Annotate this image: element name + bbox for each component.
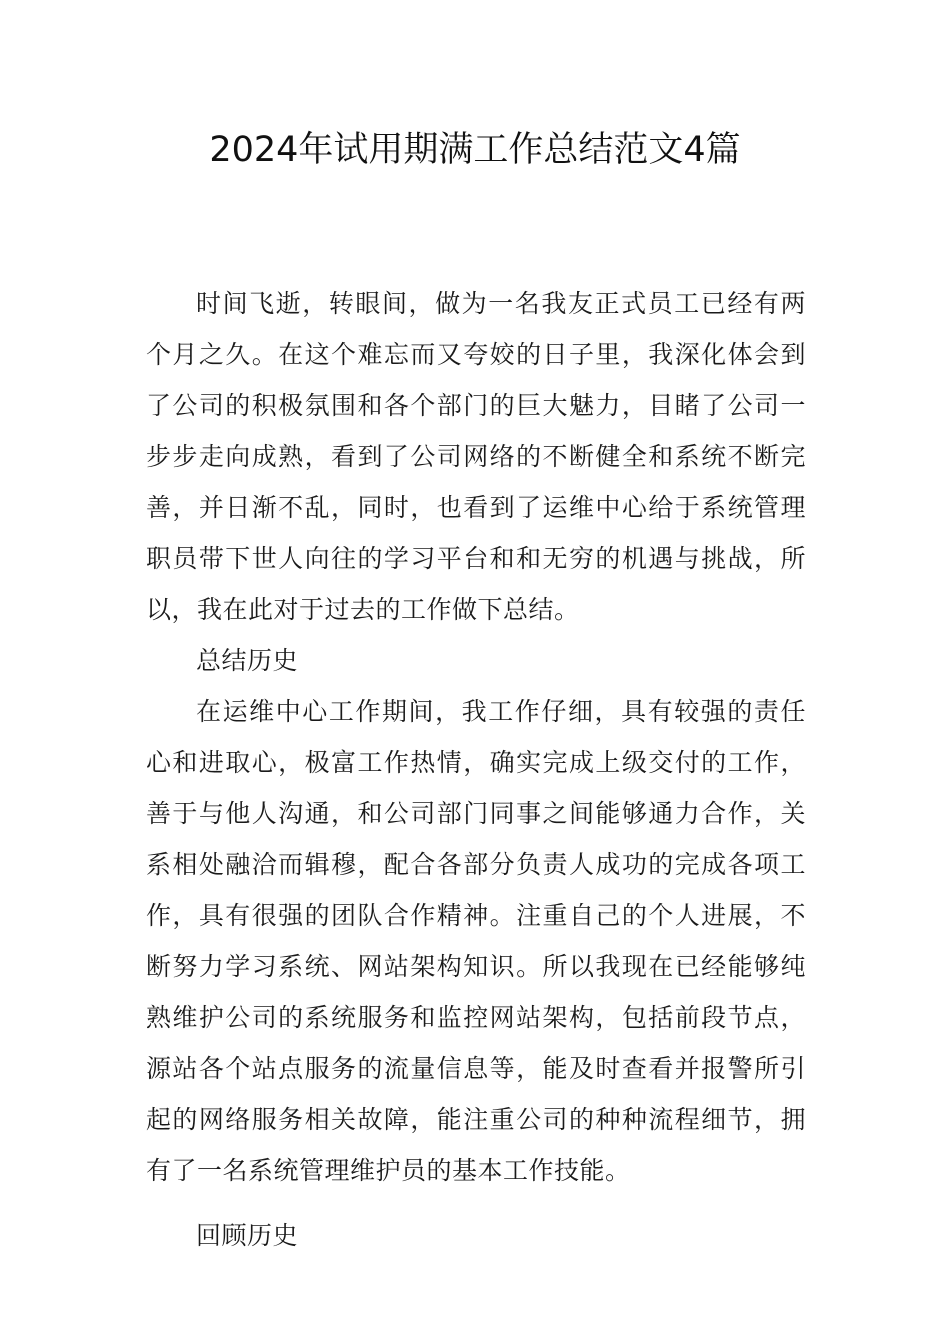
intro-paragraph: 时间飞逝，转眼间，做为一名我友正式员工已经有两个月之久。在这个难忘而又夸姣的日子里，我深化体会到了公司的积极氛围和各个部门的巨大魅力，目睹了公司一步步走向成熟，看到了公司网络的不断健全和系统不断完善，并日渐不乱，同时，也看到了运维中心给于系统管理职员带下世人向往的学习平台和和无穷的机遇与挑战，所以，我在此对于过去的工作做下总结。 [146, 289, 806, 624]
section-gap [146, 1196, 806, 1210]
section-heading-summary: 总结历史 [196, 646, 299, 675]
summary-paragraph: 在运维中心工作期间，我工作仔细，具有较强的责任心和进取心，极富工作热情，确实完成上级交付的工作，善于与他人沟通，和公司部门同事之间能够通力合作，关系相处融洽而辑穆，配合各部分负责人成功的完成各项工作，具有很强的团队合作精神。注重自己的个人进展，不断努力学习系统、网站架构知识。所以我现在已经能够纯熟维护公司的系统服务和监控网站架构，包括前段节点，源站各个站点服务的流量信息等，能及时查看并报警所引起的网络服务相关故障，能注重公司的种种流程细节，拥有了一名系统管理维护员的基本工作技能。 [146, 697, 806, 1185]
document-body [146, 278, 806, 1261]
document-title: 2024年试用期满工作总结范文4篇 [209, 130, 741, 170]
section-heading-review: 回顾历史 [196, 1221, 299, 1250]
